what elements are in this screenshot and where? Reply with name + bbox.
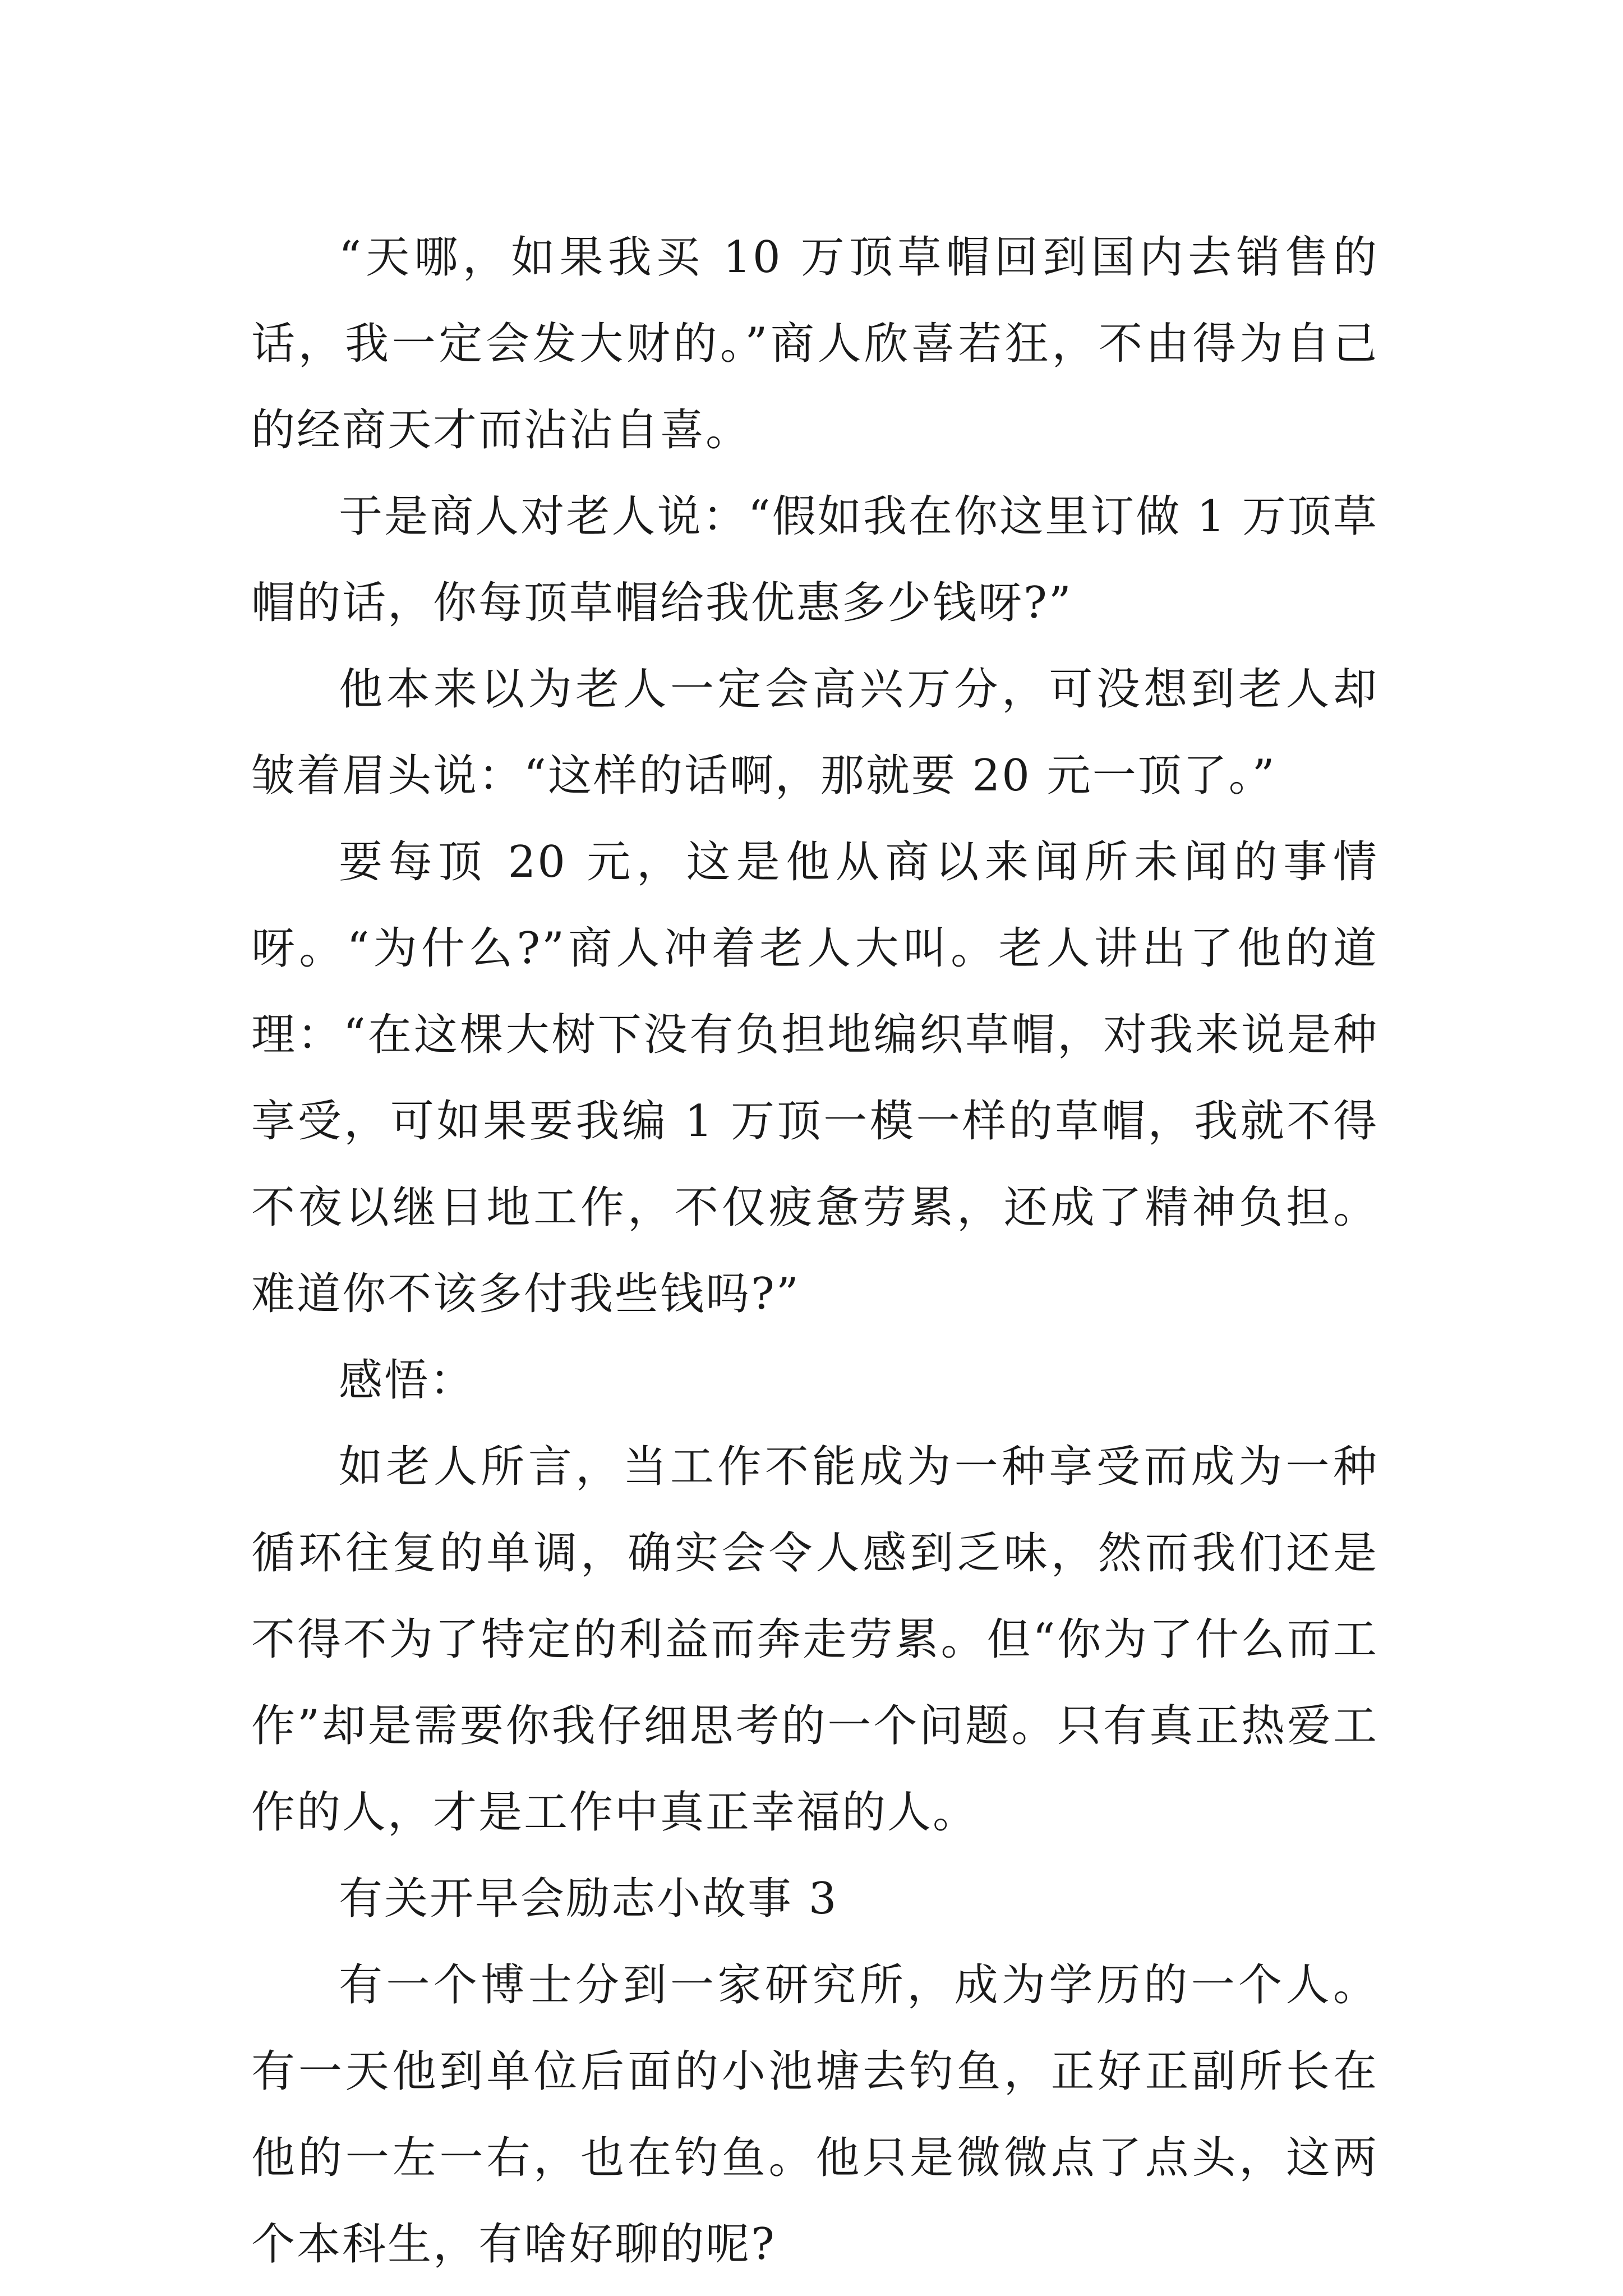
- paragraph-old-man-price: 他本来以为老人一定会高兴万分，可没想到老人却皱着眉头说：“这样的话啊，那就要 20 元一顶了。”: [251, 664, 1378, 801]
- section-heading-story-3: 有关开早会励志小故事 3: [339, 1874, 838, 1924]
- paragraph-merchant-asks-discount: 于是商人对老人说：“假如我在你这里订做 1 万顶草帽的话，你每顶草帽给我优惠多少钱呀?”: [251, 491, 1378, 628]
- paragraph-insight-label: 感悟：: [339, 1355, 476, 1406]
- document-body: [251, 214, 1378, 2288]
- paragraph-merchant-excitement: “天哪，如果我买 10 万顶草帽回到国内去销售的话，我一定会发大财的。”商人欣喜若狂，不由得为自己的经商天才而沾沾自喜。: [251, 232, 1378, 455]
- paragraph-insight-text: 如老人所言，当工作不能成为一种享受而成为一种循环往复的单调，确实会令人感到乏味，然而我们还是不得不为了特定的利益而奔走劳累。但“你为了什么而工作”却是需要你我仔细思考的一个问题。只有真正热爱工作的人，才是工作中真正幸福的人。: [251, 1442, 1378, 1838]
- paragraph-old-man-reason: 要每顶 20 元，这是他从商以来闻所未闻的事情呀。“为什么?”商人冲着老人大叫。老人讲出了他的道理：“在这棵大树下没有负担地编织草帽，对我来说是种享受，可如果要我编 1 万顶一模一样的草帽，我就不得不夜以继日地工作，不仅疲惫劳累，还成了精神负担。难道你不该多付我些钱吗?”: [251, 837, 1378, 1319]
- paragraph-doctor-story: 有一个博士分到一家研究所，成为学历的一个人。有一天他到单位后面的小池塘去钓鱼，正好正副所长在他的一左一右，也在钓鱼。他只是微微点了点头，这两个本科生，有啥好聊的呢?: [251, 1960, 1378, 2270]
